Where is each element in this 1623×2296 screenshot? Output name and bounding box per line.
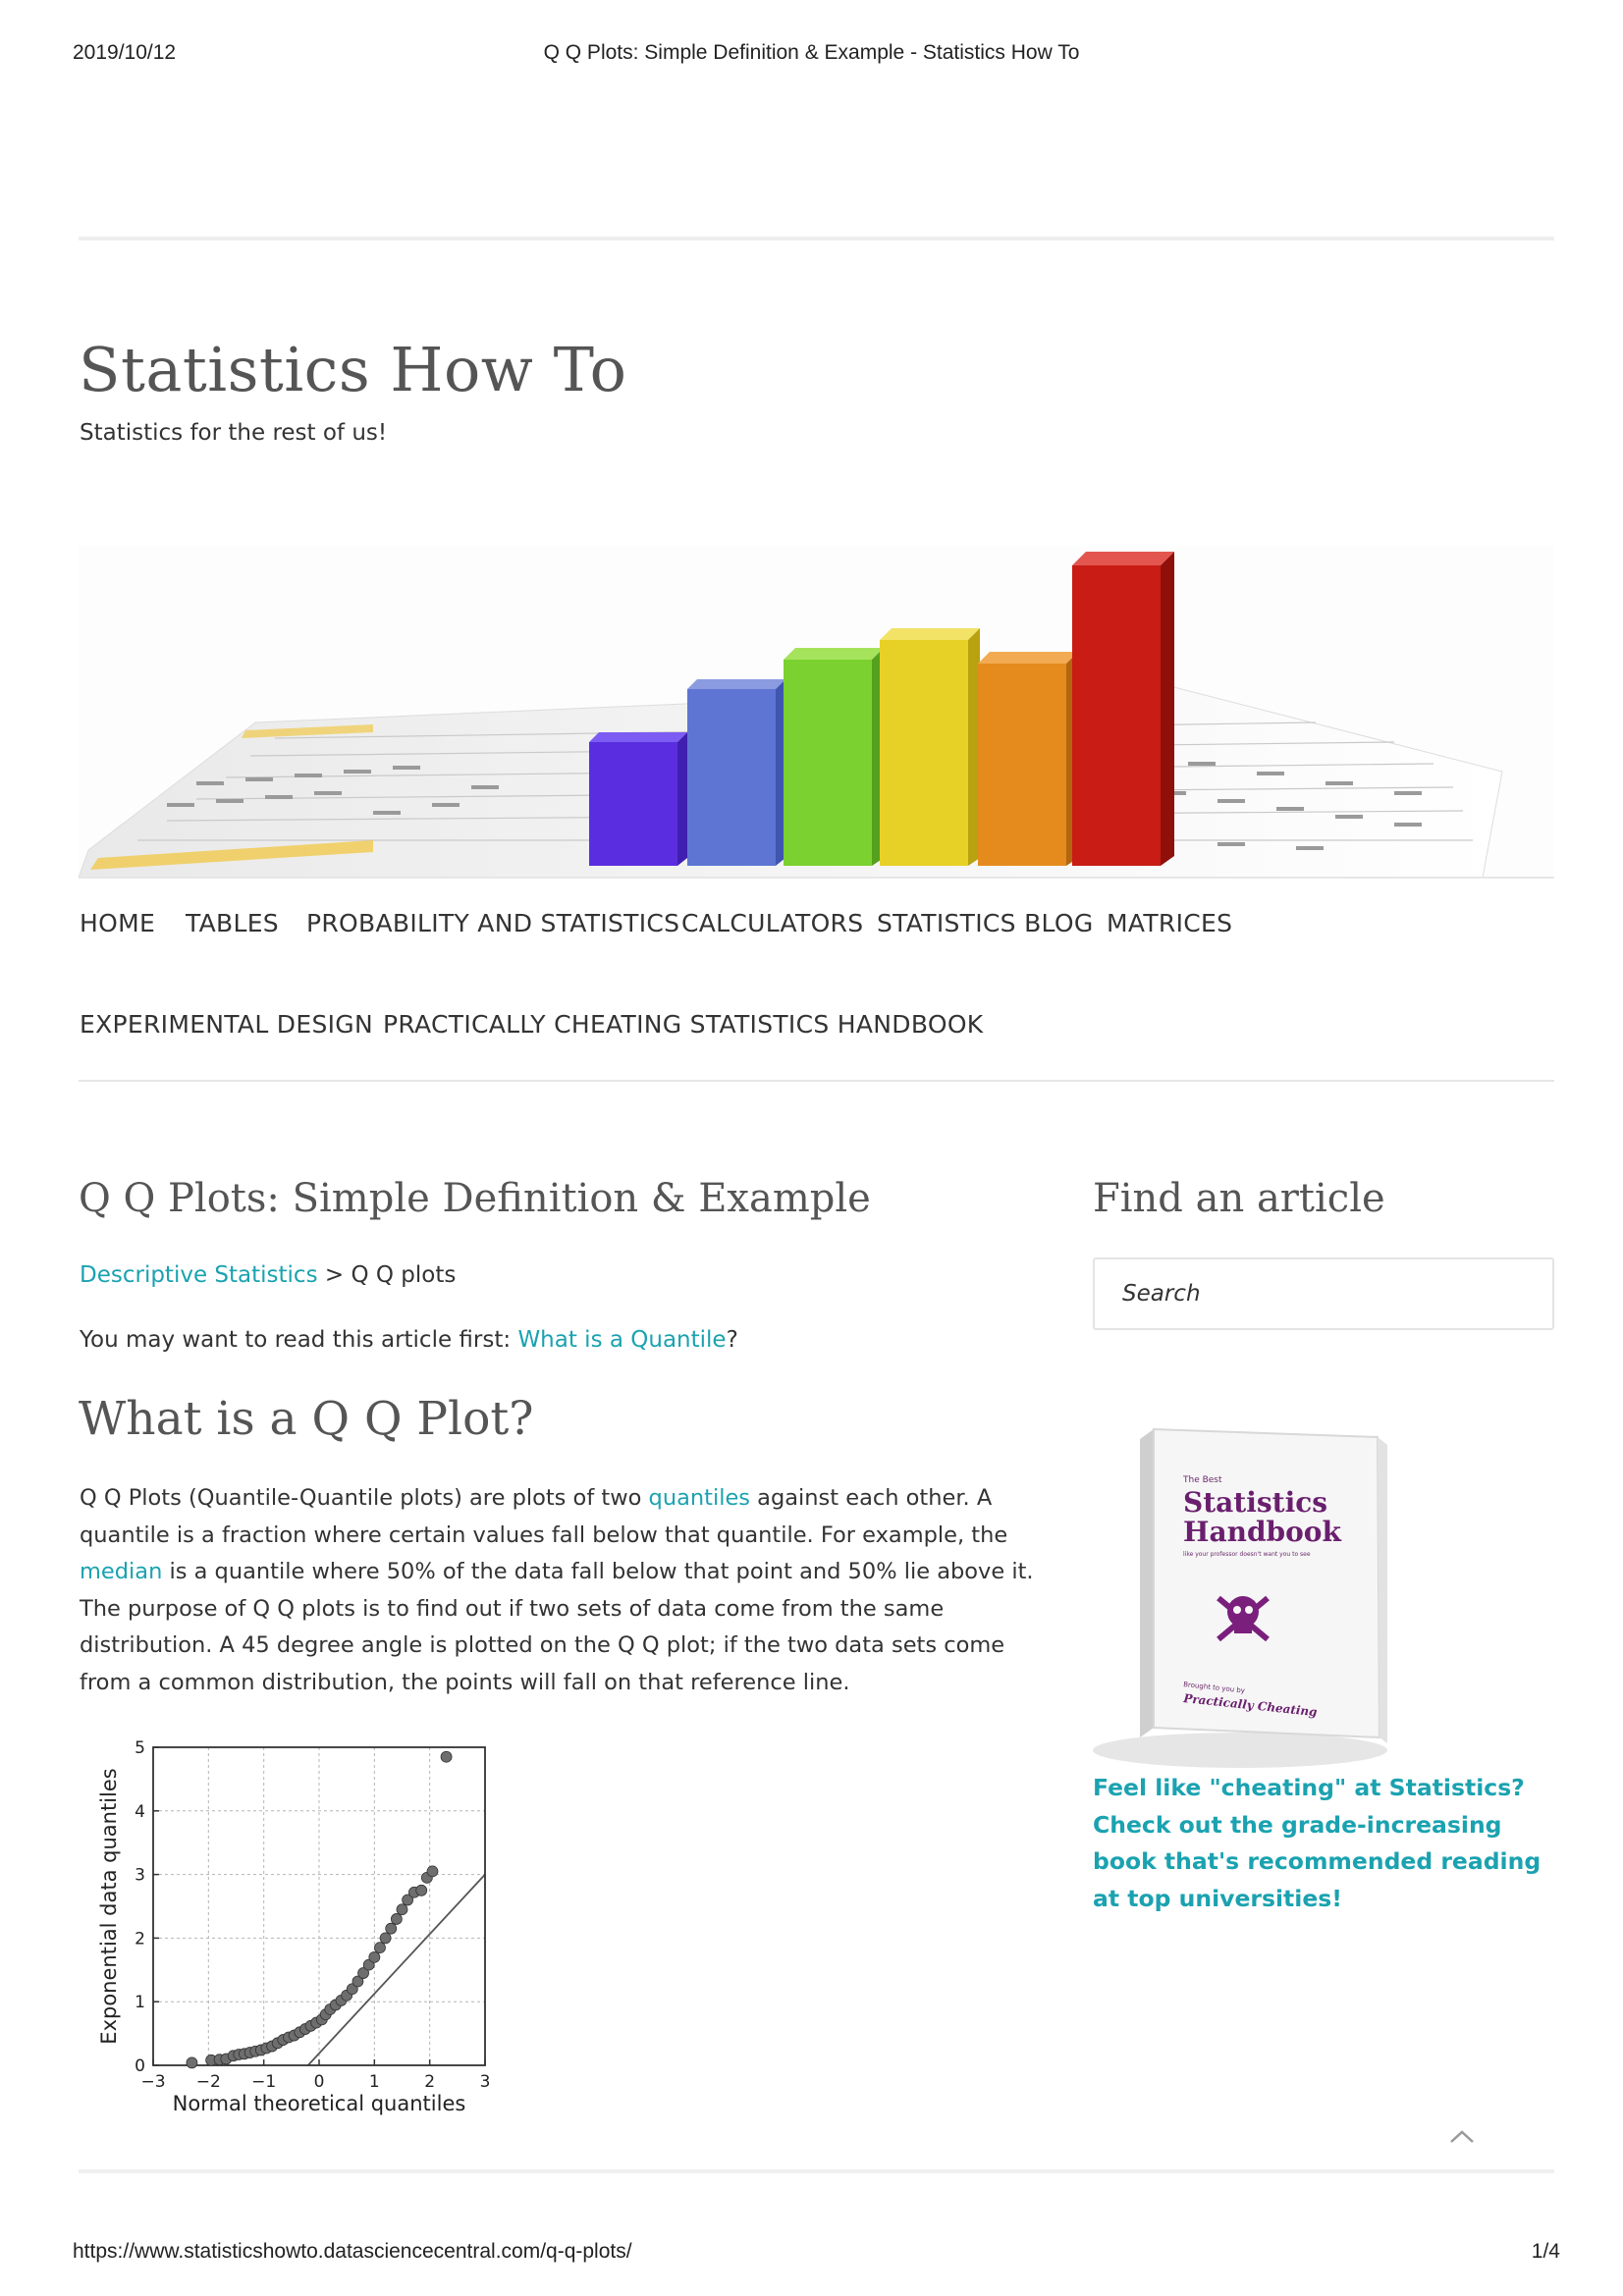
para-text-3: is a quantile where 50% of the data fall below that point and 50% lie above it. The purpose of Q Q plots is to find out if two sets of data come from the same distribution. A 45 degree angle is plotted on the Q Q plot; if the two data sets come from a common distribution, the points will fall on that reference line. [80,1559,1034,1695]
y-tick-label: 3 [135,1865,145,1886]
breadcrumb [80,1262,456,1288]
data-point [397,1904,407,1915]
banner-bar [589,732,687,866]
qq-plot-chart [94,1728,546,2140]
header-divider [79,237,1554,240]
header-banner-image [79,546,1554,878]
nav-item-calculators[interactable]: CALCULATORS [681,909,864,937]
book-title-line2: Handbook [1183,1516,1341,1548]
x-tick-label: 3 [479,2072,491,2092]
sidebar-heading-find-article: Find an article [1093,1176,1385,1221]
banner-bar [784,648,884,866]
banner-bar [978,652,1078,866]
print-url: https://www.statisticshowto.datasciencecentral.com/q-q-plots/ [73,2240,632,2263]
x-axis-label: Normal theoretical quantiles [172,2092,466,2115]
what-is-a-quantile-link[interactable]: What is a Quantile [517,1327,727,1353]
article-title: Q Q Plots: Simple Definition & Example [79,1176,871,1221]
breadcrumb-current: Q Q plots [351,1262,457,1288]
y-tick-label: 2 [135,1929,145,1949]
x-tick-label: 1 [368,2072,380,2092]
para-text-2: against each other. A quantile is a fraction where certain values fall below that quantile. For example, the [80,1485,1008,1548]
breadcrumb-separator: > [317,1262,352,1288]
footer-divider [79,2169,1554,2173]
nav-item-statistics-blog[interactable]: STATISTICS BLOG [877,909,1094,937]
data-point [380,1933,391,1944]
nav-item-experimental-design[interactable]: EXPERIMENTAL DESIGN [80,1010,373,1039]
nav-item-home[interactable]: HOME [80,909,156,937]
nav-item-tables[interactable]: TABLES [186,909,279,937]
print-date: 2019/10/12 [73,41,177,64]
section-heading-what-is-qq-plot: What is a Q Q Plot? [79,1392,534,1446]
banner-bar [880,628,980,866]
x-tick-label: −1 [251,2072,277,2092]
nav-top-divider [79,877,1554,879]
qq-plot-definition-paragraph [80,1480,1052,1701]
data-point [187,2057,197,2068]
nav-item-probability-and-statistics[interactable]: PROBABILITY AND STATISTICS [306,909,680,937]
search-input[interactable]: Search [1093,1257,1554,1330]
print-title: Q Q Plots: Simple Definition & Example - Statistics How To [543,41,1080,64]
book-subtitle: like your professor doesn't want you to see [1183,1551,1311,1558]
scroll-to-top-button[interactable] [1447,2126,1477,2146]
y-tick-label: 4 [135,1801,145,1822]
para-text-1: Q Q Plots (Quantile-Quantile plots) are plots of two [80,1485,649,1511]
prerequisite-note [80,1327,738,1353]
y-tick-label: 1 [135,1993,145,2013]
prerequisite-suffix: ? [726,1327,738,1353]
print-page-number: 1/4 [1531,2240,1560,2263]
book-title-line1: Statistics [1183,1486,1328,1519]
x-tick-label: 0 [313,2072,325,2092]
quantiles-link[interactable]: quantiles [648,1485,751,1511]
nav-item-matrices[interactable]: MATRICES [1107,909,1233,937]
book-bottom-small: Brought to you by [1182,1681,1246,1695]
statistics-handbook-book-image[interactable] [1093,1421,1420,1771]
data-point [427,1866,438,1877]
breadcrumb-parent-link[interactable]: Descriptive Statistics [80,1262,318,1288]
median-link[interactable]: median [80,1559,163,1584]
data-point [386,1923,397,1934]
data-point [369,1951,380,1962]
y-tick-label: 0 [135,2056,145,2076]
x-tick-label: 2 [424,2072,436,2092]
data-point [441,1751,452,1762]
handbook-promo-link[interactable]: Feel like "cheating" at Statistics? Check out the grade-increasing book that's recommended reading at top universities! [1093,1774,1542,1912]
book-bottom-title: Practically Cheating [1182,1691,1319,1720]
x-tick-label: −2 [195,2072,221,2092]
data-point [374,1943,385,1953]
book-top-small: The Best [1183,1475,1222,1485]
site-title[interactable]: Statistics How To [79,334,627,405]
y-tick-label: 5 [135,1738,145,1758]
site-tagline: Statistics for the rest of us! [80,420,388,446]
nav-item-practically-cheating-handbook[interactable]: PRACTICALLY CHEATING STATISTICS HANDBOOK [383,1010,984,1039]
x-tick-label: −3 [140,2072,166,2092]
prerequisite-prefix: You may want to read this article first: [80,1327,518,1353]
chevron-up-icon [1447,2126,1477,2146]
nav-bottom-divider [79,1080,1554,1082]
banner-illustration [79,546,1554,878]
data-point [391,1913,402,1924]
data-point [416,1885,427,1896]
banner-bar [1072,552,1174,866]
y-axis-label: Exponential data quantiles [97,1768,121,2045]
banner-bar [687,679,785,866]
